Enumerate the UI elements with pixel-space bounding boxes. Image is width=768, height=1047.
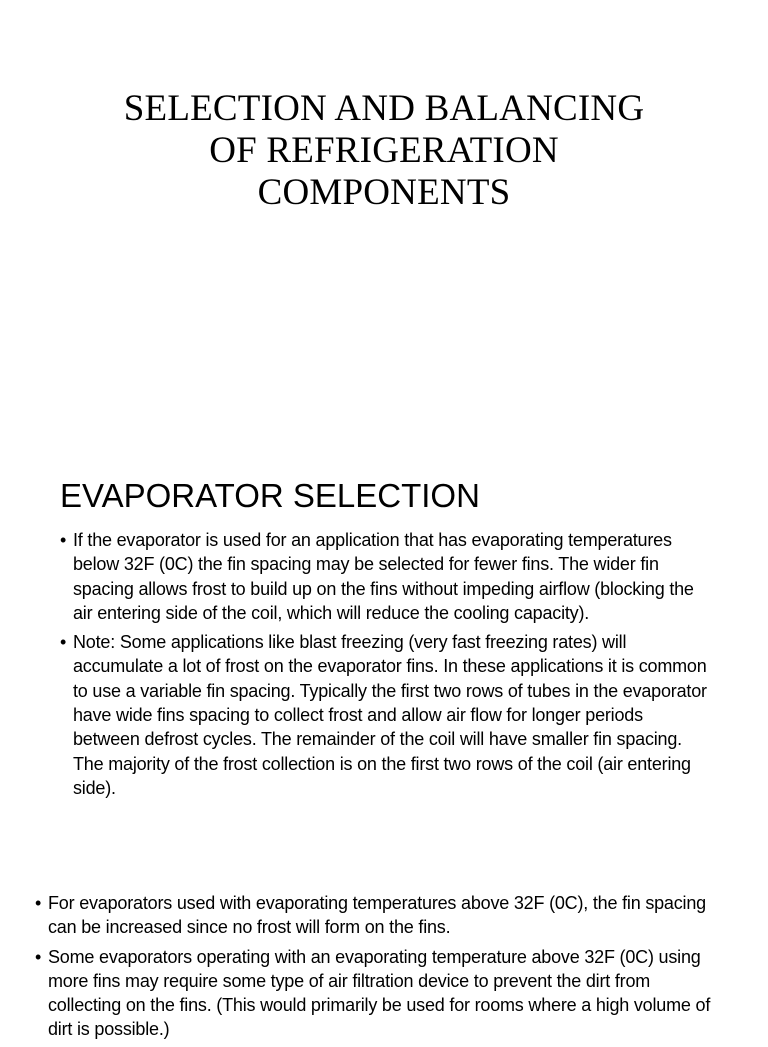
bullet-item (60, 630, 710, 800)
bullet-item (60, 528, 710, 625)
bullet-list (35, 891, 715, 1047)
bullet-item (35, 945, 715, 1042)
slide-title (0, 0, 768, 460)
bullet-icon: • (35, 946, 42, 967)
slide-title-heading (0, 88, 768, 214)
bullet-icon: • (35, 893, 42, 913)
title-line-2: OF REFRIGERATION (209, 130, 559, 171)
bullet-text: For evaporators used with evaporating temperatures above 32F (0C), the fin spacing can be increased since no frost will form on the fins. (48, 893, 706, 938)
bullet-text: Some evaporators operating with an evaporating temperature above 32F (0C) using more fins may require some type of air filtration device to prevent the dirt from collecting on the fins. (This would primarily be used for rooms where a high volume of dirt is possible.) (48, 946, 711, 1040)
slide-evaporator-fin-spacing (0, 850, 768, 1040)
bullet-icon: • (60, 530, 67, 550)
bullet-text: If the evaporator is used for an application that has evaporating temperatures below 32F (0C) the fin spacing may be selected for fewer fins. The wider fin spacing allows frost to build up on the fins without impeding airflow (blocking the air entering side of the coil, which will reduce the cooling capacity). (73, 530, 694, 623)
bullet-icon: • (60, 632, 67, 653)
bullet-text: Note: Some applications like blast freezing (very fast freezing rates) will accumulate a lot of frost on the evaporator fins. In these applications it is common to use a variable fin spacing. Typically the first two rows of tubes in the evaporator have wide fins spacing to collect frost and allow air flow for longer periods between defrost cycles. The remainder of the coil will have smaller fin spacing. The majority of the frost collection is on the first two rows of the coil (air entering side). (73, 632, 707, 798)
title-line-1: SELECTION AND BALANCING (123, 88, 645, 129)
slide-evaporator-selection (0, 460, 768, 850)
bullet-list (60, 528, 710, 805)
bullet-item (35, 891, 715, 940)
title-line-3: COMPONENTS (257, 172, 511, 213)
slide-heading: EVAPORATOR SELECTION (60, 477, 480, 514)
